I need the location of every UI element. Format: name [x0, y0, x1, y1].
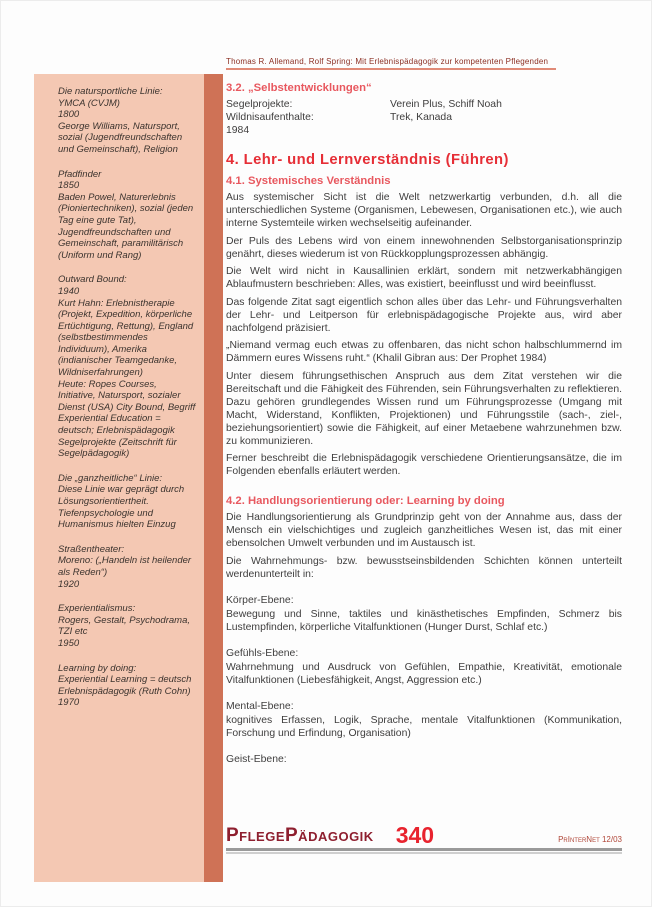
timeline-sidebar — [34, 74, 204, 882]
sidebar-block-strassentheater — [58, 544, 196, 590]
subsection-heading-41: 4.1. Systemisches Verständnis — [226, 175, 391, 187]
level-koerper — [226, 594, 622, 634]
level-text: Wahrnehmung und Ausdruck von Gefühlen, Empathie, Kreativität, emotionale Vitalfunktionen (Liebesfähigkeit, Angst, Aggression etc.) — [226, 661, 622, 686]
project-value: Trek, Kanada — [390, 112, 452, 123]
level-text: kognitives Erfassen, Logik, Sprache, mentale Vitalfunktionen (Kommunikation, Forschung und Erfindung, Organisation) — [226, 714, 622, 739]
sidebar-line: Experientialismus: — [58, 603, 136, 615]
level-gefuehls — [226, 647, 622, 687]
level-mental — [226, 700, 622, 740]
subsection-heading-32: 3.2. „Selbstentwicklungen“ — [226, 82, 372, 94]
page-footer — [226, 822, 622, 854]
sidebar-line: George Williams, Natursport, sozial (Jugendfreundschaften und Gemeinschaft), Religion — [58, 120, 183, 155]
sidebar-line: Die „ganzheitliche“ Linie: — [58, 472, 163, 484]
sidebar-line: Baden Powel, Naturerlebnis (Pioniertechniken), sozial (jeden Tag eine gute Tat), Jugendfreundschaften und Gemeinschaft, paramilitärisch (Uniform und Rang) — [58, 191, 194, 261]
sidebar-line: 1920 — [58, 578, 80, 590]
sidebar-block-ganzheitliche-linie — [58, 473, 196, 531]
page-number: 340 — [395, 822, 435, 848]
sidebar-line: Rogers, Gestalt, Psychodrama, TZI etc — [58, 614, 190, 638]
paragraph: Die Welt wird nicht in Kausallinien erklärt, sondern mit netzwerkabhängigen Ablaufmustern beschrieben: Alles, was existiert, beeinflusst und wird beeinflusst. — [226, 266, 622, 290]
sidebar-block-experientialismus — [58, 603, 196, 649]
sidebar-line: Heute: Ropes Courses, Initiative, Natursport, sozialer Dienst (USA) City Bound, Begriff Experiential Education = deutsch; Erlebnispädagogik Segelprojekte (Zeitschrift für Segelpädagogik) — [58, 378, 196, 460]
sidebar-line: 1970 — [58, 697, 80, 709]
sidebar-block-natursport — [58, 86, 196, 156]
sidebar-line: Outward Bound: — [58, 274, 127, 286]
footer-rule-light — [226, 852, 622, 854]
level-text: Bewegung und Sinne, taktiles und kinästhetisches Empfinden, Schmerz bis Lustempfinden, körperliche Vitalfunktionen (Hunger Durst, Schlaf etc.) — [226, 608, 622, 633]
sidebar-line: Pfadfinder — [58, 168, 102, 180]
sidebar-line: 1800 — [58, 109, 80, 121]
year-label: 1984 — [226, 125, 250, 136]
main-column — [226, 81, 622, 767]
paragraph: Ferner beschreibt die Erlebnispädagogik verschiedene Orientierungsansätze, die im Folgenden ebenfalls erläutert werden. — [226, 453, 622, 477]
sidebar-accent-strip — [204, 74, 223, 882]
project-row — [226, 98, 622, 111]
project-row — [226, 111, 622, 124]
paragraph: Die Wahrnehmungs- bzw. bewusstseinsbildenden Schichten können unterteilt werdenunterteilt in: — [226, 555, 622, 580]
paragraph: Das folgende Zitat sagt eigentlich schon alles über das Lehr- und Führungsverhalten der Lehr- und Leitperson für erlebnispädagogische Projekte aus, wird aber nachfolgend präzisiert. — [226, 296, 622, 334]
section-heading-4: 4. Lehr- und Lernverständnis (Führen) — [226, 152, 509, 168]
footer-row — [226, 822, 622, 848]
footer-rule — [226, 848, 622, 851]
project-label: Segelprojekte: — [226, 99, 293, 110]
project-label: Wildnisaufenthalte: — [226, 112, 314, 123]
sidebar-line: Experiential Learning = deutsch Erlebnispädagogik (Ruth Cohn) — [58, 674, 192, 697]
sidebar-line: Kurt Hahn: Erlebnistherapie (Projekt, Expedition, körperliche Ertüchtigung, Rettung), England (selbstbestimmendes Individuum), Amerika (indianischer Teamgedanke, Wildniserfahrungen) — [58, 297, 194, 379]
sidebar-line: Learning by doing: — [58, 662, 137, 674]
level-label: Mental-Ebene: — [226, 700, 294, 712]
level-label: Körper-Ebene: — [226, 594, 294, 606]
level-label: Geist-Ebene: — [226, 753, 287, 765]
sidebar-line: Diese Linie war geprägt durch Lösungsorientiertheit. Tiefenpsychologie und Humanismus hielten Einzug — [58, 484, 185, 531]
sidebar-line: Moreno: („Handeln ist heilender als Reden“) — [58, 555, 192, 578]
paragraph: Aus systemischer Sicht ist die Welt netzwerkartig verbunden, d.h. all die unterschiedlichen Systeme (Organismen, Lebewesen, Organisationen etc.), wie auch interne Systemteile wirken wechselseitig aufeinander. — [226, 192, 622, 229]
sidebar-line: Straßentheater: — [58, 543, 125, 555]
sidebar-block-learning-by-doing — [58, 663, 196, 709]
issue-label: PrInterNet 12/03 — [558, 835, 622, 844]
sidebar-line: 1940 — [58, 285, 80, 297]
paragraph: Der Puls des Lebens wird von einem innewohnenden Selbstorganisationsprinzip genährt, dieses wiederum ist von Rückkopplungsprozessen abhängig. — [226, 235, 622, 260]
running-header: Thomas R. Allemand, Rolf Spring: Mit Erlebnispädagogik zur kompetenten Pflegenden — [226, 57, 556, 70]
sidebar-block-outward-bound — [58, 274, 196, 460]
sidebar-line: Die natursportliche Linie: — [58, 86, 163, 97]
subsection-heading-42: 4.2. Handlungsorientierung oder: Learning by doing — [226, 495, 505, 507]
paragraph: Unter diesem führungsethischen Anspruch aus dem Zitat verstehen wir die Bereitschaft und die Fähigkeit des Führenden, sein Führungsverhalten zu reflektieren. Dazu gehören grundlegendes Wissen rund um Führungsprozesse (Umgang mit Macht, Widerstand, Konflikten, Projektionen) und Führungsstile (sach-, ziel-, beziehungsorientiert) sowie die Fähigkeit, auf einer Metaebene wahrzunehmen bzw. zu kommunizieren. — [226, 370, 622, 447]
project-value: Verein Plus, Schiff Noah — [390, 99, 502, 110]
level-geist — [226, 753, 622, 766]
journal-title: PflegePädagogik — [226, 825, 374, 846]
sidebar-line: 1850 — [58, 180, 80, 192]
paragraph: Die Handlungsorientierung als Grundprinzip geht von der Annahme aus, dass der Mensch ein vielschichtiges und zugleich ganzheitliches Wesen ist, das mit einer ebensolchen Umwelt verbunden und im Austausch ist. — [226, 512, 622, 549]
level-label: Gefühls-Ebene: — [226, 647, 299, 659]
quote-paragraph: „Niemand vermag euch etwas zu offenbaren, das nicht schon halbschlummernd im Dämmern eures Wissens ruht.“ (Khalil Gibran aus: Der Prophet 1984) — [226, 340, 622, 364]
sidebar-line: 1950 — [58, 637, 80, 649]
sidebar-block-pfadfinder — [58, 169, 196, 262]
sidebar-line: YMCA (CVJM) — [58, 97, 120, 109]
